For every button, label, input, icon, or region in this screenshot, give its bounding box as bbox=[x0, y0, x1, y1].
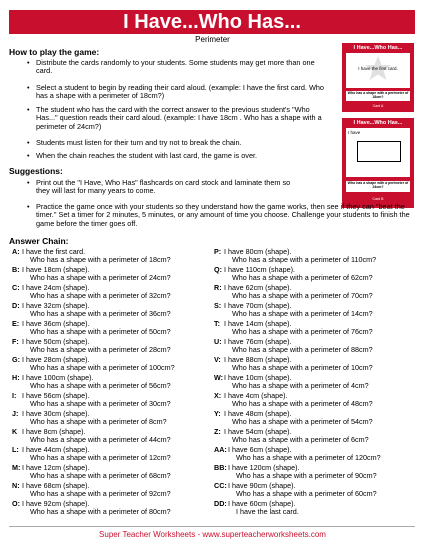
answer-who-text: Who has a shape with a perimeter of 12cm? bbox=[30, 453, 171, 463]
answer-have-text: I have 92cm (shape). bbox=[22, 499, 90, 508]
answer-who-text: Who has a shape with a perimeter of 70cm? bbox=[232, 291, 373, 301]
answer-letter: DD: bbox=[214, 499, 227, 508]
answer-have-text: I have 24cm (shape). bbox=[22, 283, 90, 292]
answer-have-text: I have 80cm (shape). bbox=[224, 247, 292, 256]
answer-chain-left-column bbox=[12, 248, 212, 524]
answer-who-text: Who has a shape with a perimeter of 4cm? bbox=[232, 381, 369, 391]
answer-have-text: I have 76cm (shape). bbox=[224, 337, 292, 346]
bullet-dot: • bbox=[27, 138, 30, 147]
how-to-bullet-text: Select a student to begin by reading their card aloud. (example: I have the first card. Who has a shape with a perimeter of 18cm?) bbox=[36, 83, 324, 101]
answer-who-text: Who has a shape with a perimeter of 110cm? bbox=[232, 255, 377, 265]
answer-letter: H: bbox=[12, 373, 20, 382]
answer-have-text: I have 100cm (shape). bbox=[22, 373, 94, 382]
answer-letter: CC: bbox=[214, 481, 227, 490]
card-white-panel bbox=[346, 128, 410, 177]
answer-who-text: Who has a shape with a perimeter of 68cm? bbox=[30, 471, 171, 481]
answer-have-text: I have 62cm (shape). bbox=[224, 283, 292, 292]
answer-who-text: Who has a shape with a perimeter of 14cm? bbox=[232, 309, 373, 319]
answer-who-text: Who has a shape with a perimeter of 8cm? bbox=[30, 417, 167, 427]
answer-who-text: Who has a shape with a perimeter of 90cm? bbox=[236, 471, 377, 481]
how-to-bullet-text: The student who has the card with the correct answer to the previous student's "Who Has..." question reads their card aloud. (example: I have 18cm . Who has a shape with a perimeter of 24cm?) bbox=[36, 105, 322, 131]
answer-letter: P: bbox=[214, 247, 222, 256]
answer-have-text: I have 14cm (shape). bbox=[224, 319, 292, 328]
answer-letter: J: bbox=[12, 409, 19, 418]
answer-have-text: I have 88cm (shape). bbox=[224, 355, 292, 364]
answer-who-text: Who has a shape with a perimeter of 92cm? bbox=[30, 489, 171, 499]
answer-letter: X: bbox=[214, 391, 222, 400]
answer-chain-right-column bbox=[214, 248, 419, 524]
answer-letter: A: bbox=[12, 247, 20, 256]
answer-have-text: I have 8cm (shape). bbox=[22, 427, 86, 436]
answer-letter: Y: bbox=[214, 409, 221, 418]
footer-text: Super Teacher Worksheets - www.superteacherworksheets.com bbox=[99, 530, 326, 539]
answer-who-text: I have the last card. bbox=[236, 507, 299, 517]
answer-have-text: I have 12cm (shape). bbox=[22, 463, 90, 472]
card-white-panel bbox=[346, 53, 410, 88]
answer-letter: R: bbox=[214, 283, 222, 292]
answer-letter: U: bbox=[214, 337, 222, 346]
rectangle-shape bbox=[357, 141, 401, 162]
answer-have-text: I have the first card. bbox=[22, 247, 86, 256]
answer-have-text: I have 32cm (shape). bbox=[22, 301, 90, 310]
footer-divider bbox=[9, 526, 415, 527]
answer-letter: M: bbox=[12, 463, 21, 472]
suggestion-bullet-text: Practice the game once with your students so they understand how the game works, then see if they can "beat the timer." Set a timer for 2 minutes, 5 minutes, or any amount of time you choose. Challenge your students to finish the game before the timer goes off. bbox=[36, 202, 410, 228]
sample-card-a bbox=[342, 43, 414, 112]
bullet-dot: • bbox=[27, 105, 30, 114]
answer-who-text: Who has a shape with a perimeter of 80cm? bbox=[30, 507, 171, 517]
answer-who-text: Who has a shape with a perimeter of 56cm? bbox=[30, 381, 171, 391]
suggestions-heading: Suggestions: bbox=[9, 166, 63, 176]
answer-have-text: I have 110cm (shape). bbox=[224, 265, 295, 274]
answer-letter: N: bbox=[12, 481, 20, 490]
how-to-heading: How to play the game: bbox=[9, 47, 100, 57]
how-to-bullet-text: When the chain reaches the student with last card, the game is over. bbox=[36, 151, 258, 160]
card-have-text: I have the first card. bbox=[358, 66, 398, 71]
answer-letter: Z: bbox=[214, 427, 221, 436]
answer-who-text: Who has a shape with a perimeter of 30cm? bbox=[30, 399, 171, 409]
bullet-dot: • bbox=[27, 58, 30, 67]
answer-letter: BB: bbox=[214, 463, 227, 472]
bullet-dot: • bbox=[27, 83, 30, 92]
answer-who-text: Who has a shape with a perimeter of 100cm? bbox=[30, 363, 175, 373]
answer-letter: I: bbox=[12, 391, 17, 400]
answer-who-text: Who has a shape with a perimeter of 62cm? bbox=[232, 273, 373, 283]
answer-letter: W: bbox=[214, 373, 224, 382]
bullet-dot: • bbox=[27, 151, 30, 160]
answer-letter: S: bbox=[214, 301, 222, 310]
page-title: I Have...Who Has... bbox=[9, 10, 415, 34]
answer-who-text: Who has a shape with a perimeter of 88cm? bbox=[232, 345, 373, 355]
answer-have-text: I have 48cm (shape). bbox=[224, 409, 292, 418]
answer-chain-heading: Answer Chain: bbox=[9, 236, 69, 246]
answer-who-text: Who has a shape with a perimeter of 54cm? bbox=[232, 417, 373, 427]
answer-letter: V: bbox=[214, 355, 221, 364]
answer-who-text: Who has a shape with a perimeter of 18cm? bbox=[30, 255, 171, 265]
answer-who-text: Who has a shape with a perimeter of 48cm? bbox=[232, 399, 373, 409]
answer-letter: O: bbox=[12, 499, 20, 508]
answer-have-text: I have 30cm (shape). bbox=[22, 409, 90, 418]
suggestion-bullet-text: Print out the "I Have, Who Has" flashcards on card stock and laminate them so they will last for many years to come. bbox=[36, 178, 291, 196]
answer-have-text: I have 50cm (shape). bbox=[22, 337, 90, 346]
answer-who-text: Who has a shape with a perimeter of 10cm? bbox=[232, 363, 373, 373]
answer-letter: E: bbox=[12, 319, 20, 328]
card-title: I Have...Who Has... bbox=[353, 120, 403, 126]
answer-who-text: Who has a shape with a perimeter of 60cm? bbox=[236, 489, 377, 499]
card-id: Card A bbox=[372, 104, 384, 108]
answer-have-text: I have 36cm (shape). bbox=[22, 319, 90, 328]
answer-have-text: I have 70cm (shape). bbox=[224, 301, 292, 310]
answer-who-text: Who has a shape with a perimeter of 120cm? bbox=[236, 453, 381, 463]
answer-letter: Q: bbox=[214, 265, 222, 274]
answer-have-text: I have 68cm (shape). bbox=[22, 481, 90, 490]
bullet-dot: • bbox=[27, 202, 30, 211]
answer-letter: K bbox=[12, 427, 18, 436]
answer-letter: G: bbox=[12, 355, 20, 364]
answer-who-text: Who has a shape with a perimeter of 76cm? bbox=[232, 327, 373, 337]
answer-have-text: I have 6cm (shape). bbox=[228, 445, 292, 454]
answer-letter: D: bbox=[12, 301, 20, 310]
answer-have-text: I have 28cm (shape). bbox=[22, 355, 90, 364]
answer-who-text: Who has a shape with a perimeter of 44cm? bbox=[30, 435, 171, 445]
answer-letter: T: bbox=[214, 319, 220, 328]
answer-letter: C: bbox=[12, 283, 20, 292]
answer-have-text: I have 18cm (shape). bbox=[22, 265, 90, 274]
card-have-text: I have bbox=[348, 130, 361, 135]
card-who-text: Who has a shape with a perimeter of 24cm? bbox=[346, 181, 410, 192]
answer-letter: AA: bbox=[214, 445, 227, 454]
answer-have-text: I have 90cm (shape). bbox=[228, 481, 296, 490]
answer-who-text: Who has a shape with a perimeter of 24cm? bbox=[30, 273, 171, 283]
answer-letter: L: bbox=[12, 445, 19, 454]
how-to-bullet-text: Distribute the cards randomly to your students. Some students may get more than one card. bbox=[36, 58, 315, 76]
card-id: Card B bbox=[372, 197, 384, 201]
answer-have-text: I have 120cm (shape). bbox=[228, 463, 300, 472]
answer-who-text: Who has a shape with a perimeter of 50cm? bbox=[30, 327, 171, 337]
answer-have-text: I have 44cm (shape). bbox=[22, 445, 90, 454]
answer-who-text: Who has a shape with a perimeter of 32cm? bbox=[30, 291, 171, 301]
answer-have-text: I have 54cm (shape). bbox=[224, 427, 292, 436]
answer-have-text: I have 4cm (shape). bbox=[224, 391, 288, 400]
answer-who-text: Who has a shape with a perimeter of 28cm? bbox=[30, 345, 171, 355]
answer-have-text: I have 60cm (shape). bbox=[228, 499, 296, 508]
answer-have-text: I have 10cm (shape). bbox=[224, 373, 292, 382]
bullet-dot: • bbox=[27, 178, 30, 187]
answer-who-text: Who has a shape with a perimeter of 6cm? bbox=[232, 435, 369, 445]
answer-letter: B: bbox=[12, 265, 20, 274]
card-title: I Have...Who Has... bbox=[353, 45, 403, 51]
sample-card-b bbox=[342, 118, 414, 208]
answer-have-text: I have 56cm (shape). bbox=[22, 391, 90, 400]
answer-letter: F: bbox=[12, 337, 19, 346]
answer-who-text: Who has a shape with a perimeter of 36cm? bbox=[30, 309, 171, 319]
how-to-bullet-text: Students must listen for their turn and try not to break the chain. bbox=[36, 138, 242, 147]
page-subtitle: Perimeter bbox=[195, 35, 230, 44]
card-who-text: Who has a shape with a perimeter of 18cm? bbox=[347, 91, 409, 100]
